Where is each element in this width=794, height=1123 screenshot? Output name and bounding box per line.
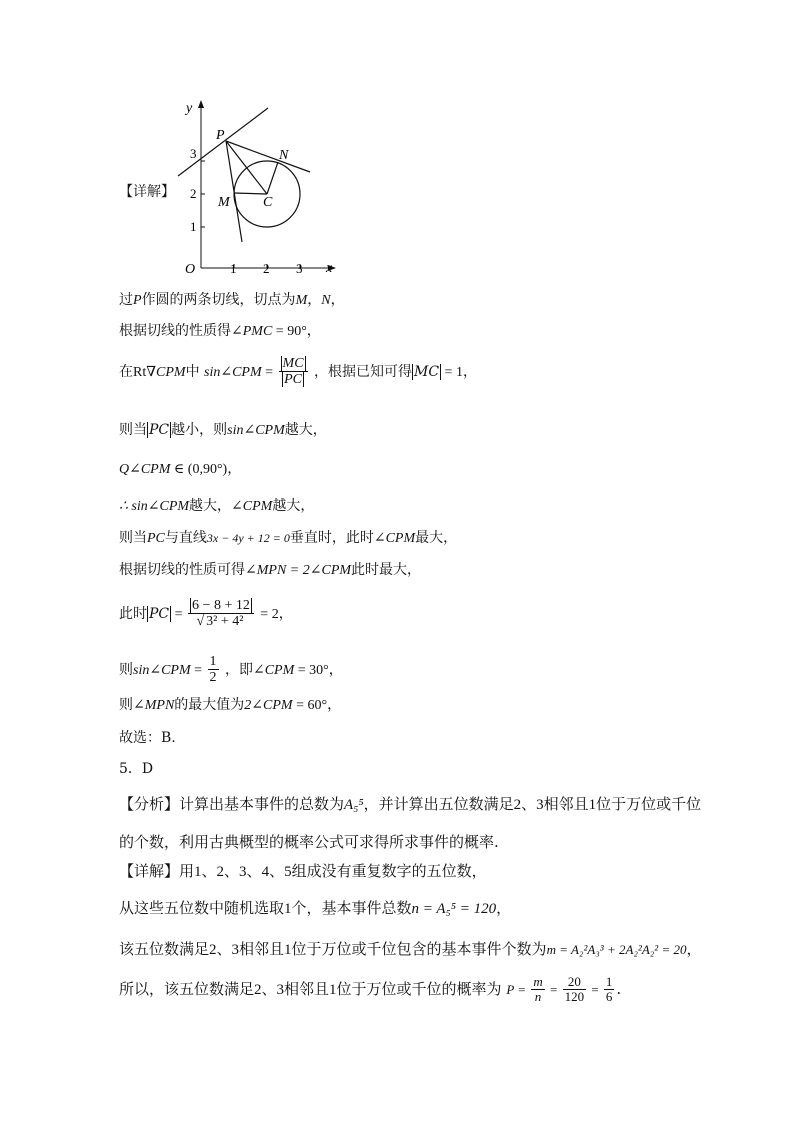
text-line: 则当PC与直线3x − 4y + 12 = 0垂直时，此时∠CPM最大， [119,530,458,546]
y-tick-label: 2 [190,186,197,201]
x-tick-label: 2 [263,261,270,276]
fraction-1-6: $\frac{1}{6}$ [605,974,613,1005]
text-line: 的个数，利用古典概型的概率公式可求得所求事件的概率. [119,833,499,851]
y-tick-label: 1 [190,219,197,234]
y-axis-label: y [186,101,193,116]
segment-nc [267,162,278,194]
text-line: 此时 PC = $\frac{6 - 8 + 12}{\text{√ 3² + 4²}}$ = 2， [119,598,293,630]
y-axis-arrow-icon [198,100,204,108]
text-line: 则∠MPN的最大值为2∠CPM = 60°， [119,697,342,713]
fraction-mc-pc: $\frac{MC}{PC}$ [279,356,308,388]
fraction-half: $\frac{1}{2}$ [209,654,217,686]
text-line: 故选：B. [119,730,176,746]
text-line: 【分析】计算出基本事件的总数为A₅⁵，并计算出五位数满足2、3相邻且1位于万位或千位 [119,795,702,813]
x-tick-label: 3 [296,261,303,276]
x-tick-label: 1 [230,261,237,276]
point-n-label: N [279,148,289,163]
text-line: 该五位数满足2、3相邻且1位于万位或千位包含的基本事件个数为m = A₂²A₃³ + 2A₂²A₂² = 20， [119,940,702,958]
point-c-label: C [263,195,273,210]
origin-label: O [185,262,196,276]
text-line: 从这些五位数中随机选取1个，基本事件总数n = A₅⁵ = 120， [119,899,512,917]
text-line: 过P作圆的两条切线，切点为M，N， [119,292,345,308]
text-line: 所以，该五位数满足2、3相邻且1位于万位或千位的概率为 P = $\frac{m}{n}$ = $\frac{20}{120}$ = $\frac{1}{6}$ . [119,974,622,1005]
x-axis-label: x [326,261,333,276]
detail-label: 【详解】 [119,184,175,200]
question-number: 5．D [119,761,154,777]
point-p-label: P [216,128,225,143]
geometry-figure [170,96,350,276]
text-line: Q∠CPM ∈ (0,90°)， [119,461,242,477]
text-line: 根据切线的性质可得∠MPN = 2∠CPM此时最大， [119,562,422,578]
text-line: 则当 PC 越小，则sin∠CPM越大， [119,422,327,438]
fraction-distance: $\frac{6 - 8 + 12}{\text{√ 3² + 4²}}$ [188,598,254,630]
text-line: 【详解】用1、2、3、4、5组成没有重复数字的五位数， [119,862,487,880]
fraction-m-n: $\frac{m}{n}$ [533,974,543,1005]
text-line: 根据切线的性质得∠PMC = 90°， [119,323,321,339]
point-m-label: M [218,195,230,210]
text-line: 在Rt∇CPM中 sin∠CPM = $\frac{MC}{PC}$ ，根据已知可得 MC = 1， [119,356,477,388]
fraction-20-120: $\frac{20}{120}$ [564,974,585,1005]
text-line: 则sin∠CPM = $\frac{1}{2}$ ，即∠CPM = 30°， [119,654,343,686]
tangent-pm [226,141,242,242]
segment-mc [234,193,267,194]
text-line: ∴ sin∠CPM越大，∠CPM越大， [119,498,315,514]
y-tick-label: 3 [190,146,197,161]
